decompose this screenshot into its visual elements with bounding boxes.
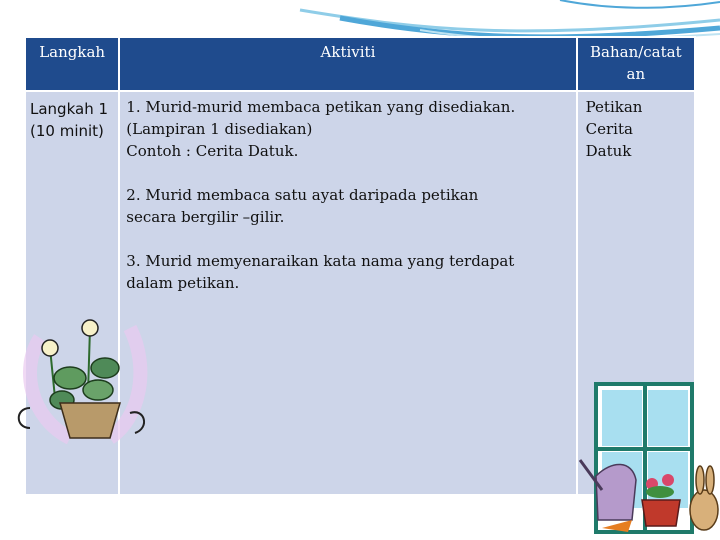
header-aktiviti: Aktiviti: [119, 37, 576, 91]
activity-cell: [119, 91, 576, 495]
activity-item-2: 2. Murid membaca satu ayat daripada petikan secara bergilir –gilir.: [126, 186, 479, 226]
table-header-row: [25, 37, 695, 91]
header-langkah: Langkah: [25, 37, 119, 91]
material-line-3: Datuk: [585, 142, 632, 160]
material-line-1: Petikan: [585, 98, 643, 116]
potted-plant-clipart: [10, 308, 160, 448]
window-watering-can-clipart: [572, 380, 720, 540]
activity-item-3: 3. Murid memyenaraikan kata nama yang terdapat dalam petikan.: [126, 252, 515, 292]
material-line-2: Cerita: [585, 120, 633, 138]
step-label: Langkah 1 (10 minit): [30, 100, 109, 140]
activity-item-1: 1. Murid-murid membaca petikan yang disediakan. (Lampiran 1 disediakan) Contoh : Cerita Datuk.: [126, 98, 516, 160]
header-bahan: Bahan/catat an: [577, 37, 695, 91]
